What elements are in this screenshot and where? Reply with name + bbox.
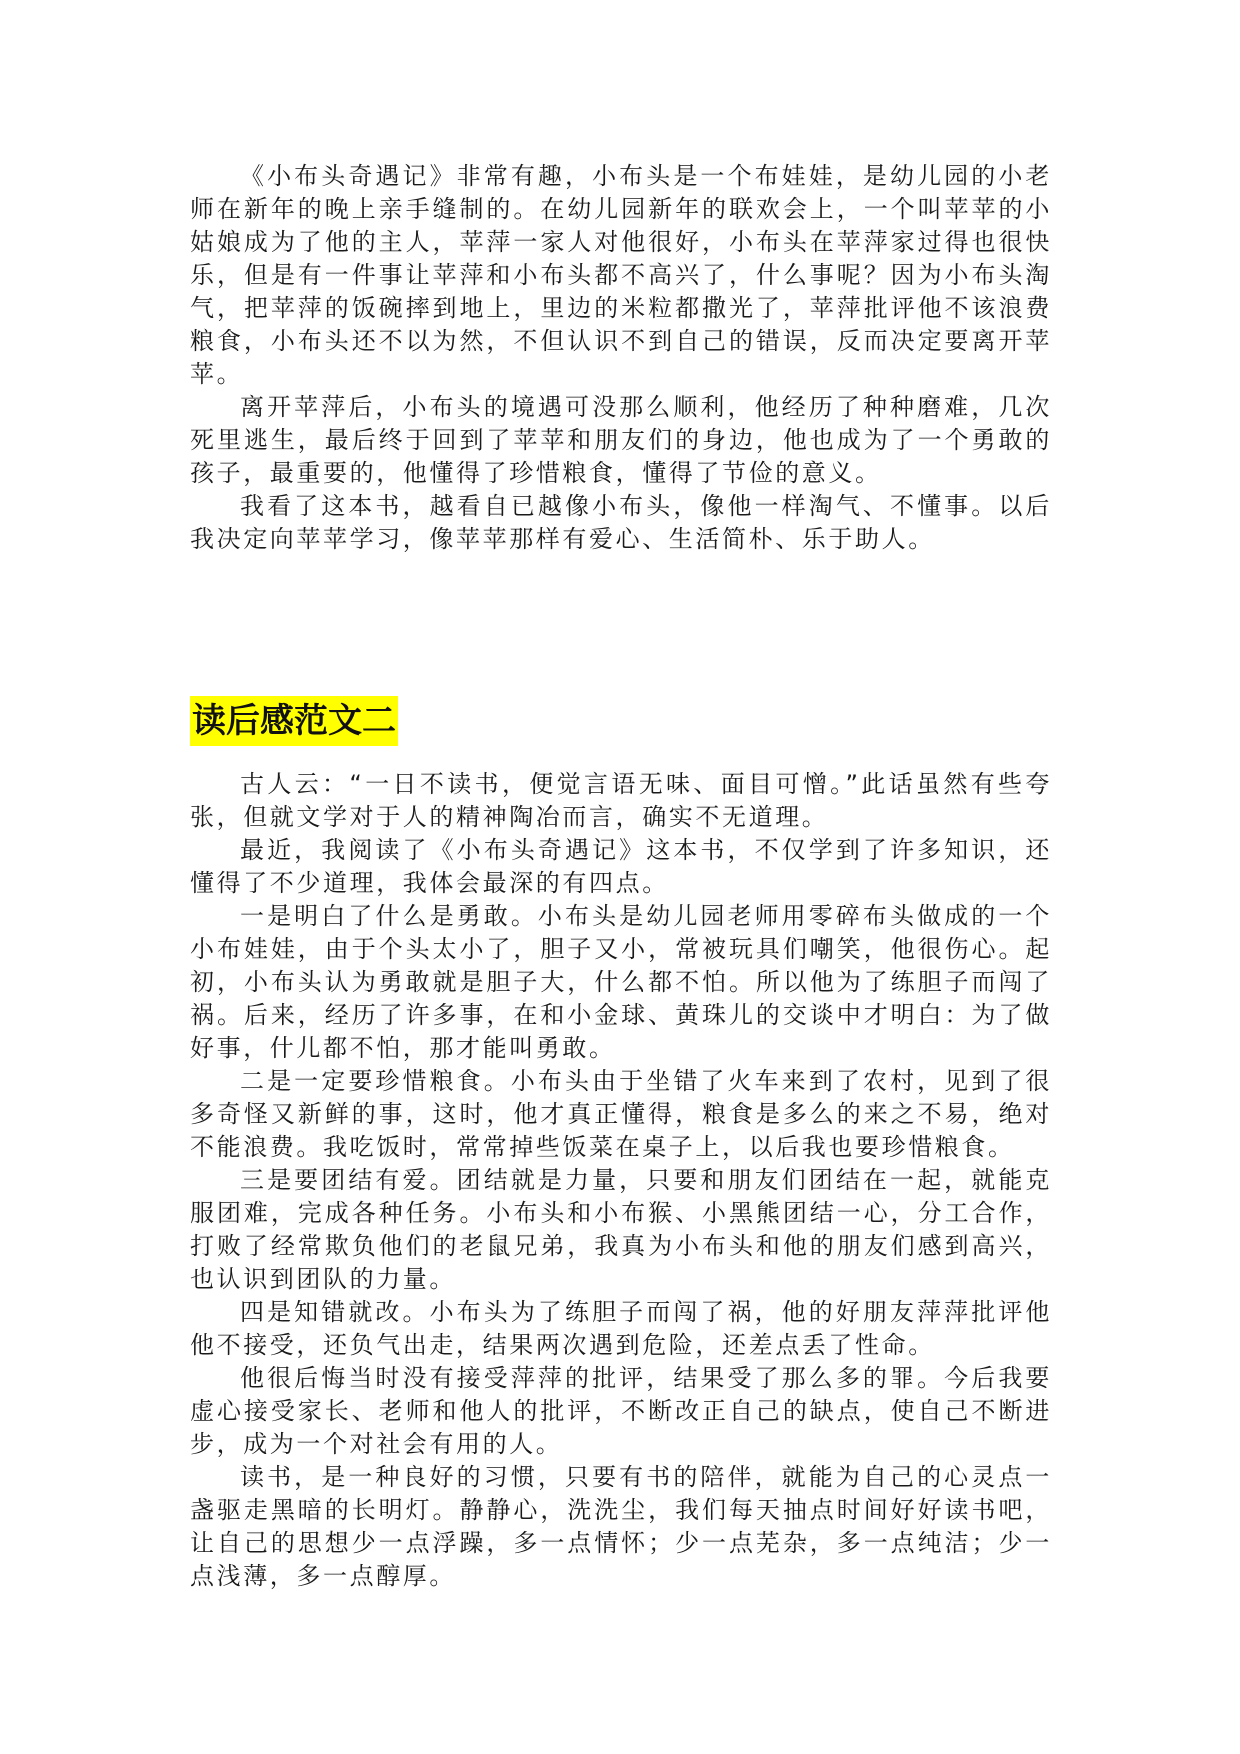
essay-one-paragraph-1: 《小布头奇遇记》非常有趣，小布头是一个布娃娃，是幼儿园的小老师在新年的晚上亲手缝制的。在幼儿园新年的联欢会上，一个叫苹苹的小姑娘成为了他的主人，苹萍一家人对他很好，小布头在苹萍家过得也很快乐，但是有一件事让苹萍和小布头都不高兴了，什么事呢？因为小布头淘气，把苹萍的饭碗摔到地上，里边的米粒都撒光了，苹萍批评他不该浪费粮食，小布头还不以为然，不但认识不到自己的错误，反而决定要离开苹苹。	[190, 162, 1052, 388]
essay-one-paragraph-2: 离开苹萍后，小布头的境遇可没那么顺利，他经历了种种磨难，几次死里逃生，最后终于回到了苹苹和朋友们的身边，他也成为了一个勇敢的孩子，最重要的，他懂得了珍惜粮食，懂得了节俭的意义。	[190, 393, 1052, 487]
essay-two-paragraph-8: 读书，是一种良好的习惯，只要有书的陪伴，就能为自己的心灵点一盏驱走黑暗的长明灯。静静心，洗洗尘，我们每天抽点时间好好读书吧，让自己的思想少一点浮躁，多一点情怀；少一点芜杂，多一点纯洁；少一点浅薄，多一点醇厚。	[190, 1463, 1052, 1590]
essay-two-paragraph-5: 三是要团结有爱。团结就是力量，只要和朋友们团结在一起，就能克服团难，完成各种任务。小布头和小布猴、小黑熊团结一心，分工合作，打败了经常欺负他们的老鼠兄弟，我真为小布头和他的朋友们感到高兴，也认识到团队的力量。	[190, 1166, 1052, 1293]
essay-two-paragraph-4: 二是一定要珍惜粮食。小布头由于坐错了火车来到了农村，见到了很多奇怪又新鲜的事，这时，他才真正懂得，粮食是多么的来之不易，绝对不能浪费。我吃饭时，常常掉些饭菜在桌子上，以后我也要珍惜粮食。	[190, 1067, 1052, 1161]
section-heading: 读后感范文二	[190, 696, 398, 746]
essay-one-paragraph-3: 我看了这本书，越看自已越像小布头，像他一样淘气、不懂事。以后我决定向苹苹学习，像苹苹那样有爱心、生活简朴、乐于助人。	[190, 492, 1052, 553]
essay-two-paragraph-6: 四是知错就改。小布头为了练胆子而闯了祸，他的好朋友萍萍批评他他不接受，还负气出走，结果两次遇到危险，还差点丢了性命。	[190, 1298, 1052, 1359]
essay-two-paragraph-1: 古人云：“一日不读书，便觉言语无味、面目可憎。”此话虽然有些夸张，但就文学对于人的精神陶冶而言，确实不无道理。	[190, 770, 1052, 831]
essay-one	[190, 160, 1052, 556]
section-heading-container	[190, 696, 398, 746]
essay-two-paragraph-2: 最近，我阅读了《小布头奇遇记》这本书，不仅学到了许多知识，还懂得了不少道理，我体会最深的有四点。	[190, 836, 1052, 897]
essay-two	[190, 768, 1052, 1593]
essay-two-paragraph-7: 他很后悔当时没有接受萍萍的批评，结果受了那么多的罪。今后我要虚心接受家长、老师和他人的批评，不断改正自己的缺点，使自己不断进步，成为一个对社会有用的人。	[190, 1364, 1052, 1458]
essay-two-paragraph-3: 一是明白了什么是勇敢。小布头是幼儿园老师用零碎布头做成的一个小布娃娃，由于个头太小了，胆子又小，常被玩具们嘲笑，他很伤心。起初，小布头认为勇敢就是胆子大，什么都不怕。所以他为了练胆子而闯了祸。后来，经历了许多事，在和小金球、黄珠儿的交谈中才明白：为了做好事，什儿都不怕，那才能叫勇敢。	[190, 902, 1052, 1062]
